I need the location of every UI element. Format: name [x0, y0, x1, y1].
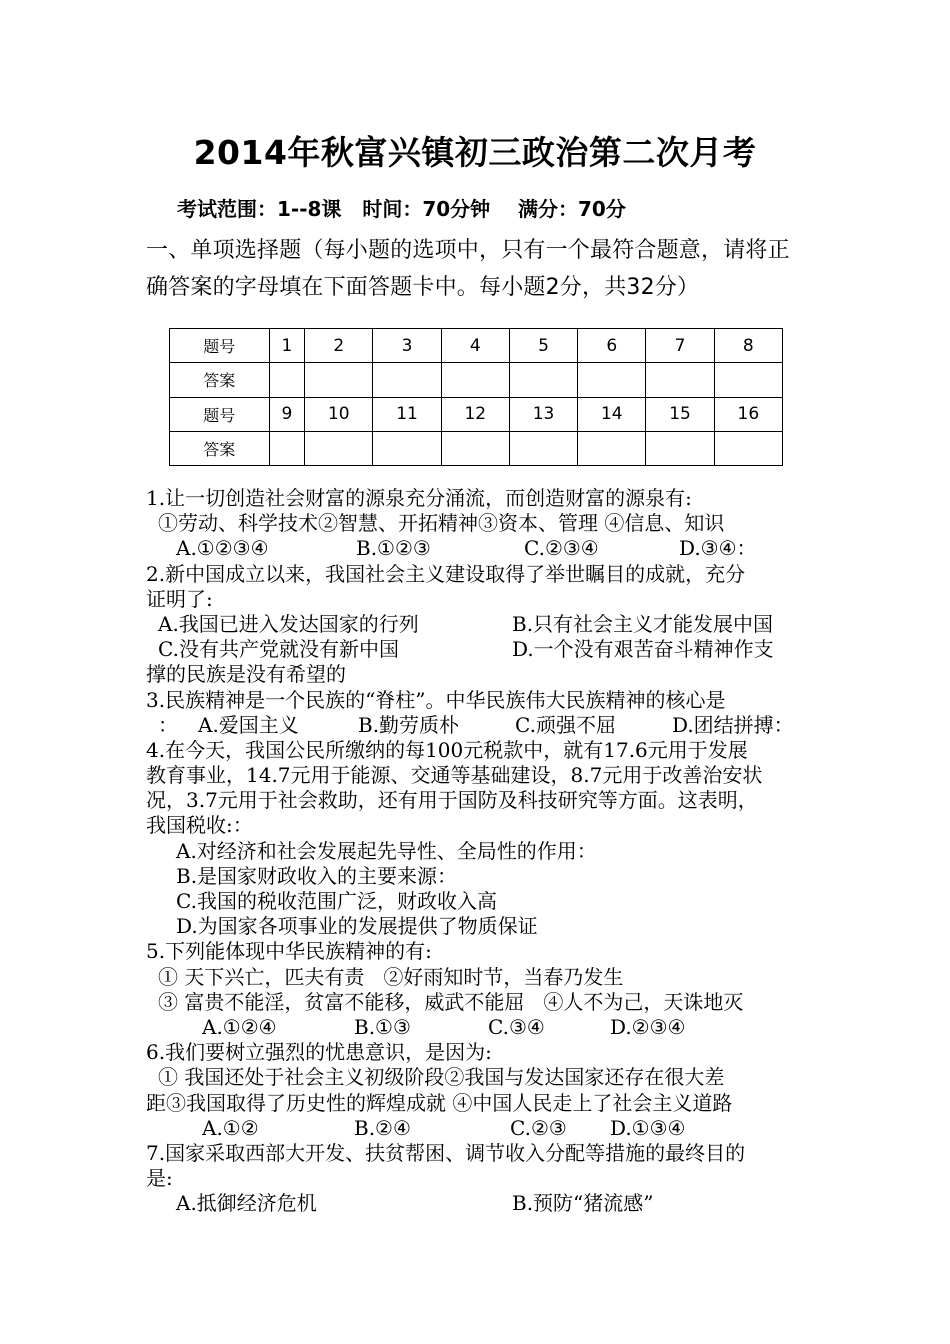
question-list — [146, 486, 826, 1216]
question-number: 7 — [646, 329, 714, 363]
option-b[interactable]: B.②④ — [354, 1115, 411, 1140]
option-d[interactable]: D.②③④ — [610, 1014, 686, 1039]
question-1-stem: 1.让一切创造社会财富的源泉充分涌流，而创造财富的源泉有: — [146, 486, 692, 510]
answer-cell[interactable] — [646, 363, 714, 397]
question-2-options-cd — [146, 637, 826, 662]
option-c[interactable]: C.没有共产党就没有新中国 — [158, 637, 399, 662]
question-5-items: ① 天下兴亡，匹夫有责 ②好雨知时节，当春乃发生 — [158, 964, 624, 989]
answer-cell[interactable] — [509, 431, 577, 465]
option-d[interactable]: D.①③④ — [610, 1115, 686, 1140]
question-4-stem-cont: 我国税收:： — [146, 813, 253, 838]
option-d[interactable]: D.③④： — [679, 536, 757, 561]
option-d[interactable]: D.团结拼搏： — [672, 712, 794, 737]
answer-cell[interactable] — [714, 431, 782, 465]
answer-cell[interactable] — [578, 363, 646, 397]
answer-sheet-table — [169, 328, 783, 466]
question-1-options — [146, 536, 826, 561]
question-number: 3 — [373, 329, 441, 363]
question-number: 12 — [441, 397, 509, 431]
question-2-stem-cont: 证明了: — [146, 586, 213, 611]
option-b[interactable]: B.只有社会主义才能发展中国 — [512, 611, 774, 636]
question-number: 16 — [714, 397, 782, 431]
option-c[interactable]: C.③④ — [488, 1014, 545, 1039]
question-6-items: ① 我国还处于社会主义初级阶段②我国与发达国家还存在很大差 — [158, 1065, 725, 1090]
answer-row — [170, 431, 783, 465]
option-c[interactable]: C.②③ — [510, 1115, 567, 1140]
answer-cell[interactable] — [509, 363, 577, 397]
option-a[interactable]: A.①②④ — [202, 1014, 277, 1039]
answer-cell[interactable] — [305, 363, 373, 397]
question-number-header: 题号 — [170, 329, 270, 363]
option-a[interactable]: A.①② — [202, 1115, 259, 1140]
option-a[interactable]: A.对经济和社会发展起先导性、全局性的作用： — [176, 838, 597, 863]
question-7-stem: 7.国家采取西部大开发、扶贫帮困、调节收入分配等措施的最终目的 — [146, 1140, 746, 1165]
option-c[interactable]: C.我国的税收范围广泛，财政收入高 — [176, 889, 497, 913]
answer-cell[interactable] — [714, 363, 782, 397]
question-3-stem: 3.民族精神是一个民族的“脊柱”。中华民族伟大民族精神的核心是 — [146, 687, 726, 712]
option-b[interactable]: B.勤劳质朴 — [358, 712, 460, 737]
question-4-stem-cont: 教育事业，14.7元用于能源、交通等基础建设，8.7元用于改善治安状 — [146, 763, 763, 788]
answer-cell[interactable] — [373, 363, 441, 397]
question-2-stem: 2.新中国成立以来，我国社会主义建设取得了举世瞩目的成就，充分 — [146, 561, 746, 586]
question-1-items: ①劳动、科学技术②智慧、开拓精神③资本、管理 ④信息、知识 — [158, 511, 725, 536]
question-number: 11 — [373, 397, 441, 431]
answer-header: 答案 — [170, 363, 270, 397]
question-4-stem: 4.在今天，我国公民所缴纳的每100元税款中，就有17.6元用于发展 — [146, 737, 748, 762]
question-5-stem: 5.下列能体现中华民族精神的有: — [146, 939, 432, 964]
answer-cell[interactable] — [373, 431, 441, 465]
answer-cell[interactable] — [441, 431, 509, 465]
question-number-row — [170, 397, 783, 431]
option-a[interactable]: A.抵御经济危机 — [176, 1191, 317, 1216]
answer-row — [170, 363, 783, 397]
question-number: 6 — [578, 329, 646, 363]
option-a[interactable]: A.爱国主义 — [198, 712, 299, 737]
question-number-header: 题号 — [170, 397, 270, 431]
answer-cell[interactable] — [578, 431, 646, 465]
question-2-option-d-cont: 撑的民族是没有希望的 — [146, 662, 346, 687]
answer-cell[interactable] — [305, 431, 373, 465]
section-heading-line-2: 确答案的字母填在下面答题卡中。每小题2分，共32分） — [146, 275, 700, 300]
option-b[interactable]: B.①②③ — [356, 536, 431, 561]
option-b[interactable]: B.是国家财政收入的主要来源： — [176, 863, 458, 888]
question-5-items-cont: ③ 富贵不能淫，贫富不能移，威武不能屈 ④人不为己，天诛地灭 — [158, 989, 744, 1014]
question-number: 13 — [509, 397, 577, 431]
answer-header: 答案 — [170, 431, 270, 465]
option-d[interactable]: D.一个没有艰苦奋斗精神作支 — [512, 637, 774, 662]
answer-cell[interactable] — [269, 363, 305, 397]
question-number: 15 — [646, 397, 714, 431]
question-number-row — [170, 329, 783, 363]
question-number: 14 — [578, 397, 646, 431]
option-a[interactable]: A.我国已进入发达国家的行列 — [158, 611, 419, 636]
question-4-stem-cont: 况，3.7元用于社会救助，还有用于国防及科技研究等方面。这表明， — [146, 788, 758, 813]
question-6-stem: 6.我们要树立强烈的忧患意识，是因为: — [146, 1040, 492, 1065]
option-a[interactable]: A.①②③④ — [176, 536, 269, 561]
question-number: 10 — [305, 397, 373, 431]
question-7-options — [146, 1191, 826, 1216]
question-number: 8 — [714, 329, 782, 363]
answer-cell[interactable] — [441, 363, 509, 397]
option-c[interactable]: C.②③④ — [524, 536, 599, 561]
question-2-options-ab — [146, 612, 826, 637]
question-number: 1 — [269, 329, 305, 363]
option-b[interactable]: B.①③ — [354, 1014, 411, 1039]
question-5-options — [146, 1015, 826, 1040]
question-3-lead: ： — [158, 712, 178, 737]
question-6-options — [146, 1116, 826, 1141]
question-6-items-cont: 距③我国取得了历史性的辉煌成就 ④中国人民走上了社会主义道路 — [146, 1090, 733, 1115]
question-number: 2 — [305, 329, 373, 363]
question-number: 5 — [509, 329, 577, 363]
option-b[interactable]: B.预防“猪流感” — [512, 1191, 654, 1216]
exam-title: 2014年秋富兴镇初三政治第二次月考 — [193, 133, 757, 172]
answer-cell[interactable] — [646, 431, 714, 465]
question-number: 4 — [441, 329, 509, 363]
answer-cell[interactable] — [269, 431, 305, 465]
section-heading-line-1: 一、单项选择题（每小题的选项中，只有一个最符合题意，请将正 — [146, 238, 790, 263]
option-d[interactable]: D.为国家各项事业的发展提供了物质保证 — [176, 914, 538, 939]
exam-meta: 考试范围：1--8课 时间：70分钟 满分：70分 — [177, 197, 626, 221]
section-heading — [146, 232, 816, 306]
question-number: 9 — [269, 397, 305, 431]
option-c[interactable]: C.顽强不屈 — [515, 712, 616, 737]
question-7-stem-cont: 是: — [146, 1166, 173, 1191]
question-3-options — [146, 713, 826, 738]
